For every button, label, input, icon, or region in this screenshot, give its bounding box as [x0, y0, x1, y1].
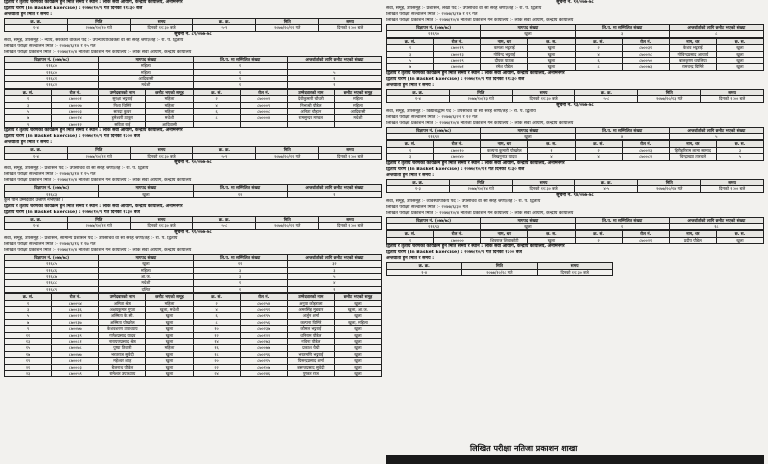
vacancy-table: विज्ञापन नं. (०७७/७८) मागपद संख्या लि.प. मा सम्मिलित संख्या अन्तर्वार्ताको लागि छनौट भएको संख्या ११६८३ खुला १२ १ [4, 184, 382, 198]
interview-line: अन्तर्वार्ता हुने मिति र समय : [386, 82, 435, 88]
interview-line: द्वितीय र तृतीय चरणको कार्यक्रम हुने मिति समय र स्थान : लोक सेवा आयोग, केन्द्रीय कार्यालय, अनामनगर [386, 160, 565, 166]
service-line: सेवा, समूह, उपसमूह :- प्रशासन, लेखा पद :- उपसचिव वा सो सरह श्रेणी/तह :- रा. प. द्वितीय [386, 6, 542, 11]
interview-line: द्वितीय र तृतीय चरणको कार्यक्रम हुने मिति समय र स्थान : लोक सेवा आयोग, केन्द्रीय कार्यालय, अनामनगर [386, 70, 565, 76]
result-date-line: लिखित परीक्षा प्रकाशन मिति :- २०७७/१०/४ नतिजा प्रकाशन गर्ने कार्यालय :- लोक सेवा आयोग, केन्द्रीय कार्यालय [386, 120, 574, 126]
result-date-line: लिखित परीक्षा प्रकाशन मिति :- २०७७/१०/४ नतिजा प्रकाशन गर्ने कार्यालय :- लोक सेवा आयोग, केन्द्रीय कार्यालय [386, 210, 574, 216]
schedule-line: द्वितीय चरण (In Basket Exercise) : २०७७/१०/९ गते दिनको १:३० बजे [4, 209, 140, 215]
footer-band [386, 455, 764, 464]
schedule-line: द्वितीय र तृतीय चरणको कार्यक्रम हुने मिति समय र स्थान : लोक सेवा आयोग, केन्द्रीय कार्यालय, अनामनगर [4, 203, 183, 209]
interview-line: अन्तर्वार्ता हुने मिति र समय : [386, 256, 435, 262]
vacancy-table: विज्ञापन नं. (०७७/७८) मागपद संख्या लि.प. मा सम्मिलित संख्या अन्तर्वार्ताको लागि छनौट भएको संख्या ११६९२ खुला ४ ५ [386, 127, 764, 141]
notice-number: सूचना नं. ९१/०७७-७८ [174, 229, 212, 235]
schedule-table: क्र. क्र. मिति समय क्र. क्र. मिति समय १-३ २०७७/१०/१४ गते दिनको ११:३० बजे ४-५ २०७७/१०/१४ गते दिनको १:०० बजे [386, 179, 764, 193]
exam-date-line: लिखित परीक्षा सञ्चालन मिति :- २०७७/६/२२ र १२ गते [386, 114, 478, 120]
vacancy-table: विज्ञापन नं. (०७७/७८) मागपद संख्या लि.प. मा सम्मिलित संख्या अन्तर्वार्ताको लागि छनौट भएको संख्या ११६८५ खुला ११ ३२ ११६८६ महिला ३ ३ ११६८७ आ.ज. ३ ५ ११६८८ मधेशी १ ४ ११६८९ दलित १ १ [4, 254, 382, 293]
notice-number: सूचना नं. ९२/०७७-७८ [556, 0, 594, 5]
interview-line: द्वितीय चरण (In Basket Exercise) : २०७७/१०/९ गते दिनको ११:३० बजे [386, 76, 525, 82]
exam-date-line: लिखित परीक्षा सञ्चालन मिति :- २०७७/६/१६ र १७ गते [4, 241, 96, 247]
schedule-table: क्र. क्र. मिति समय क्र. क्र. मिति समय १-४ २०७७/१०/१३ गते दिनको ११:३० बजे ५-८ २०७७/१०/१३ गते दिनको १:०० बजे [386, 89, 764, 103]
service-line: सेवा, समूह, उपसमूह :- न्याय, सरकारी वकिल पद :- उपन्यायाधिवक्ता वा सो सरह श्रेणी/तह :- रा. प. द्वितीय [4, 37, 184, 43]
vacancy-table: विज्ञापन नं. (०७७/७८) मागपद संख्या लि.प. मा सम्मिलित संख्या अन्तर्वार्ताको लागि छनौट भएको संख्या ११६९० खुला ३ ८ [386, 24, 764, 38]
schedule-table: क्र. क्र. मिति समय क्र. क्र. मिति समय १-४ २०७७/१०/११ गते दिनको ११:३० बजे ५-९ २०७७/१०/११ गते दिनको १:०० बजे [4, 146, 382, 160]
service-line: सेवा, समूह, उपसमूह :- व्यवस्थापकिय पद :- उपसचिव वा सो सरह श्रेणी/तह :- रा. प. द्वितीय [386, 198, 541, 204]
candidate-table: क्र. सं. रोल नं. नाम, थर छ. स. क्र. सं. रोल नं. नाम, थर छ. स. १ ८७०००० शिवराज शिवाकोटी खुला २ ८७००२१ प्रदीप पौडेल खुला [386, 230, 764, 244]
interview-line: अन्तर्वार्ता हुने मिति र समय : [4, 140, 53, 146]
interview-line: द्वितीय र तृतीय चरणको कार्यक्रम हुने मिति समय र स्थान : लोक सेवा आयोग, केन्द्रीय कार्यालय, अनामनगर [4, 128, 183, 134]
interview-line: अन्तर्वार्ता हुने मिति र समय : [386, 172, 435, 178]
schedule-line: द्वितीय चरण (In Basket Exercise) : २०७७/१०/९ गते दिनको ११:३० बजे [4, 6, 143, 11]
right-column [386, 0, 764, 464]
interview-line: द्वितीय चरण (In Basket Exercise) : २०७७/१०/११ गते दिनको १:३० बजे [386, 166, 525, 172]
interview-line: द्वितीय चरण (In Basket Exercise) : २०७७/१०/९ गते दिनको १:०० बजे [386, 250, 522, 256]
exam-date-line: लिखित परीक्षा सञ्चालन मिति :- २०७७/६/१७ र १९ गते [386, 12, 478, 17]
exam-date-line: लिखित परीक्षा सञ्चालन मिति :- २०७७/६/१४ र १५ गते [4, 43, 96, 49]
exam-date-line: लिखित परीक्षा सञ्चालन मिति :- २०७७/६/१४ र १५ गते [4, 172, 96, 178]
result-date-line: लिखित परीक्षा प्रकाशन मिति :- २०७७/१०/४ नतिजा प्रकाशन गर्ने कार्यालय :- लोक सेवा आयोग, केन्द्रीय कार्यालय [4, 247, 192, 253]
note-line: कुनै पनि उम्मेदवार उत्तीर्ण नभएको । [4, 197, 64, 203]
notice-number: सूचना नं. ९३/०७७-७८ [556, 102, 594, 108]
interview-line: द्वितीय र तृतीय चरणको कार्यक्रम हुने मिति समय र स्थान : लोक सेवा आयोग, केन्द्रीय कार्यालय, अनामनगर [386, 244, 565, 250]
interview-line: द्वितीय चरण (In Basket Exercise) : २०७७/१०/९ गते दिनको १:०० बजे [4, 134, 140, 140]
result-date-line: लिखित परीक्षा प्रकाशन मिति :- २०७७/१०/४ नतिजा प्रकाशन गर्ने कार्यालय :- लोक सेवा आयोग, केन्द्रीय कार्यालय [386, 18, 574, 23]
notice-number: सूचना नं. ९०/०७७-७८ [174, 160, 212, 166]
candidate-table: क्र. सं. रोल नं. उम्मेदवारको नाम छनौट भएको समूह क्र. सं. रोल नं. उम्मेदवारको नाम छनौट भएको समूह १ ८७००५४ अमिता श्रेष्ठ महिला २ ८७०२५४ अनुपा कोइराला खुला ३ ८७००३६ अक्षयकुमार गुप्ता खुला, मधेशी ४ ८७०२९१ अमरसिंह मुडवार खुला, आ.ज. ५ ८७००२१ अस्मिता के.सी. खुला ६ ८७०१९५ अर्जुन शर्मा खुला ७ ८७०२३७ अस्मिता पोखरेल खुला ८ ८७०२५६ कल्पना घिमिरे खुला, महिला ९ ८७००७७ केशवशरण उपाध्याय खुला १० ८७०२३७ कौमल भट्टराई खुला ११ ८७००३९ गणेशप्रसाद यादव खुला १२ ८७०१२२ धनिराम पौडेल खुला १३ ८७००८१ नारायणप्रसाद श्रेष्ठ खुला १४ ८७०२७३ नविना पौडेल खुला १५ ८७००७८ पुष्पा तिवारी महिला १६ ८७००७७ प्रकाश चैधी खुला १७ ८७००७७ भरतराज सुवेदी खुला १८ ८७०२९६ भरतमणि भट्टराई खुला १९ ८७०००१ महेश्वर शाह खुला २० ८७०२१५ यिसन्द्रप्रसाद शर्मा खुला २१ ८७०००३ बैजनाथ पौडेल खुला २२ ८७०१०७ बसन्तप्रसाद सुवेदी खुला २३ ८७००५९ रामेश्वर उपाध्याय खुला २४ ८७०२४६ पुष्कर राज खुला [4, 293, 382, 377]
exam-date-line: लिखित परीक्षा सञ्चालन मिति :- २०७७/६/३० गते [386, 204, 468, 210]
service-line: सेवा, समूह, उपसमूह :- प्रशासन पद :- उपसचिव वा सो सरह श्रेणी/तह :- रा. प. द्वितीय [4, 166, 149, 172]
section-title: लिखित परीक्षा नतिजा प्रकाशन शाखा [470, 444, 578, 453]
notice-number: सूचना नं. ८९/०७७-७८ [174, 31, 212, 37]
left-column [4, 0, 382, 464]
schedule-table: क्र. क्र. मिति समय १-४ २०७७/१०/१८ गते दिनको ११:३० बजे [386, 262, 613, 276]
schedule-table: क्र. क्र. मिति समय क्र. क्र. मिति समय १-४ २०७७/१०/१० गते दिनको ११:३० बजे ५-९ २०७७/१०/११ गते दिनको १:०० बजे [4, 18, 382, 32]
candidate-table: क्र. सं. रोल नं. नाम, थर छ. स. क्र. सं. रोल नं. नाम, थर छ. स. १ ८७००१० कल्पना कुमारी पोखरेल १ २ ८७००२३ हिरीहरिराम लामा सामाद ३ ३ ८७००४० लिखनुनाउ यादव ४ ४ ८७००८२ चिन्द्राख्या तारचले ५ [386, 140, 764, 160]
notice-number: सूचना नं. ९४/०७७-७८ [556, 192, 594, 198]
result-date-line: लिखित परीक्षा प्रकाशन मिति :- २०७७/१०/४ नतिजा प्रकाशन गर्ने कार्यालय :- लोक सेवा आयोग, केन्द्रीय कार्यालय [4, 178, 192, 184]
schedule-table: क्र. क्र. मिति समय क्र. क्र. मिति समय १-४ २०७७/१०/११ गते दिनको ११:३० बजे ५-८ २०७७/१०/११ गते दिनको १:०० बजे [4, 216, 382, 230]
service-line: सेवा, समूह, उपसमूह :- विद्याबद्धोम पद :- उपसचिव वा सो सरह श्रेणी/तह :- रा. प. द्वितीय [386, 108, 536, 114]
result-date-line: लिखित परीक्षा प्रकाशन मिति :- २०७७/१०/४ नतिजा प्रकाशन गर्ने कार्यालय :- लोक सेवा आयोग, केन्द्रीय कार्यालय [4, 49, 192, 55]
vacancy-table: विज्ञापन नं. (०७७/७८) मागपद संख्या लि.प. मा सम्मिलित संख्या अन्तर्वार्ताको लागि छनौट भएको संख्या ११६९३ खुला १ १८ [386, 217, 764, 231]
candidate-table: क्र. सं. रोल नं. उम्मेदवारको नाम छनौट भएको समूह क्र. सं. रोल नं. उम्मेदवारको नाम छनौट भएको समूह १ ८७०००१ सुरक्षा भट्टराई महिला २ ८७०००२ देवीकुमारी चौधरी महिला ३ ८७०००७ निशा थिमिरे महिला ४ ८७०००९ निभाश्री पौडेल महिला ५ ८७०००३ सारदा कुवर महिला ६ ८७०००८ अनिता चौहान आदिवासी ७ ८७००२४ हुमेश्वरी ठाकुर मधेशी ८ ८७०००४ रामसुन्दर मण्डल मधेशी ९ ८७००१२ सविता राई आदिवासी [4, 89, 382, 128]
schedule-line: द्वितीय र तृतीय चरणको कार्यक्रम हुने मिति समय र स्थान : लोक सेवा आयोग, केन्द्रीय कार्यालय, अनामनगर [4, 0, 183, 5]
vacancy-table: विज्ञापन नं. (०७७/७८) मागपद संख्या लि.प. मा सम्मिलित संख्या अन्तर्वार्ताको लागि छनौट भएको संख्या ११६८० महिला १ ११६८० महिला १ ५ ११६८१ आदिवासी १ १ ११६८२ मधेशी १ १ [4, 56, 382, 89]
candidate-table: क्र. सं. रोल नं. नाम, थर छ. स. क्र. सं. रोल नं. नाम, थर छ. स. १ ८७००१९ कमला भट्टराई खुला २ ८७००३१ केशव भट्टराई खुला ३ ८७००१३ गोविन्द भट्टराई खुला ४ ८७००२८ गोविन्दप्रसाद आचार्य खुला ५ ८७००२९ दीपक पाठक खुला ६ ८७००५० बालकृष्ण थपलिया खुला ७ ८७००७१ रमेश पौडेल खुला ८ ८७००७३ रामचन्द्र घिमिरे खुला [386, 38, 764, 71]
service-line: सेवा, समूह, उपसमूह :- प्रशासन, सामान्य प्रशासन पद :- उपसचिव वा सो सरह श्रेणी/तह :- रा. प. द्वितीय [4, 235, 178, 241]
schedule-line: अन्तर्वार्ता हुने मिति र समय : [4, 12, 53, 17]
